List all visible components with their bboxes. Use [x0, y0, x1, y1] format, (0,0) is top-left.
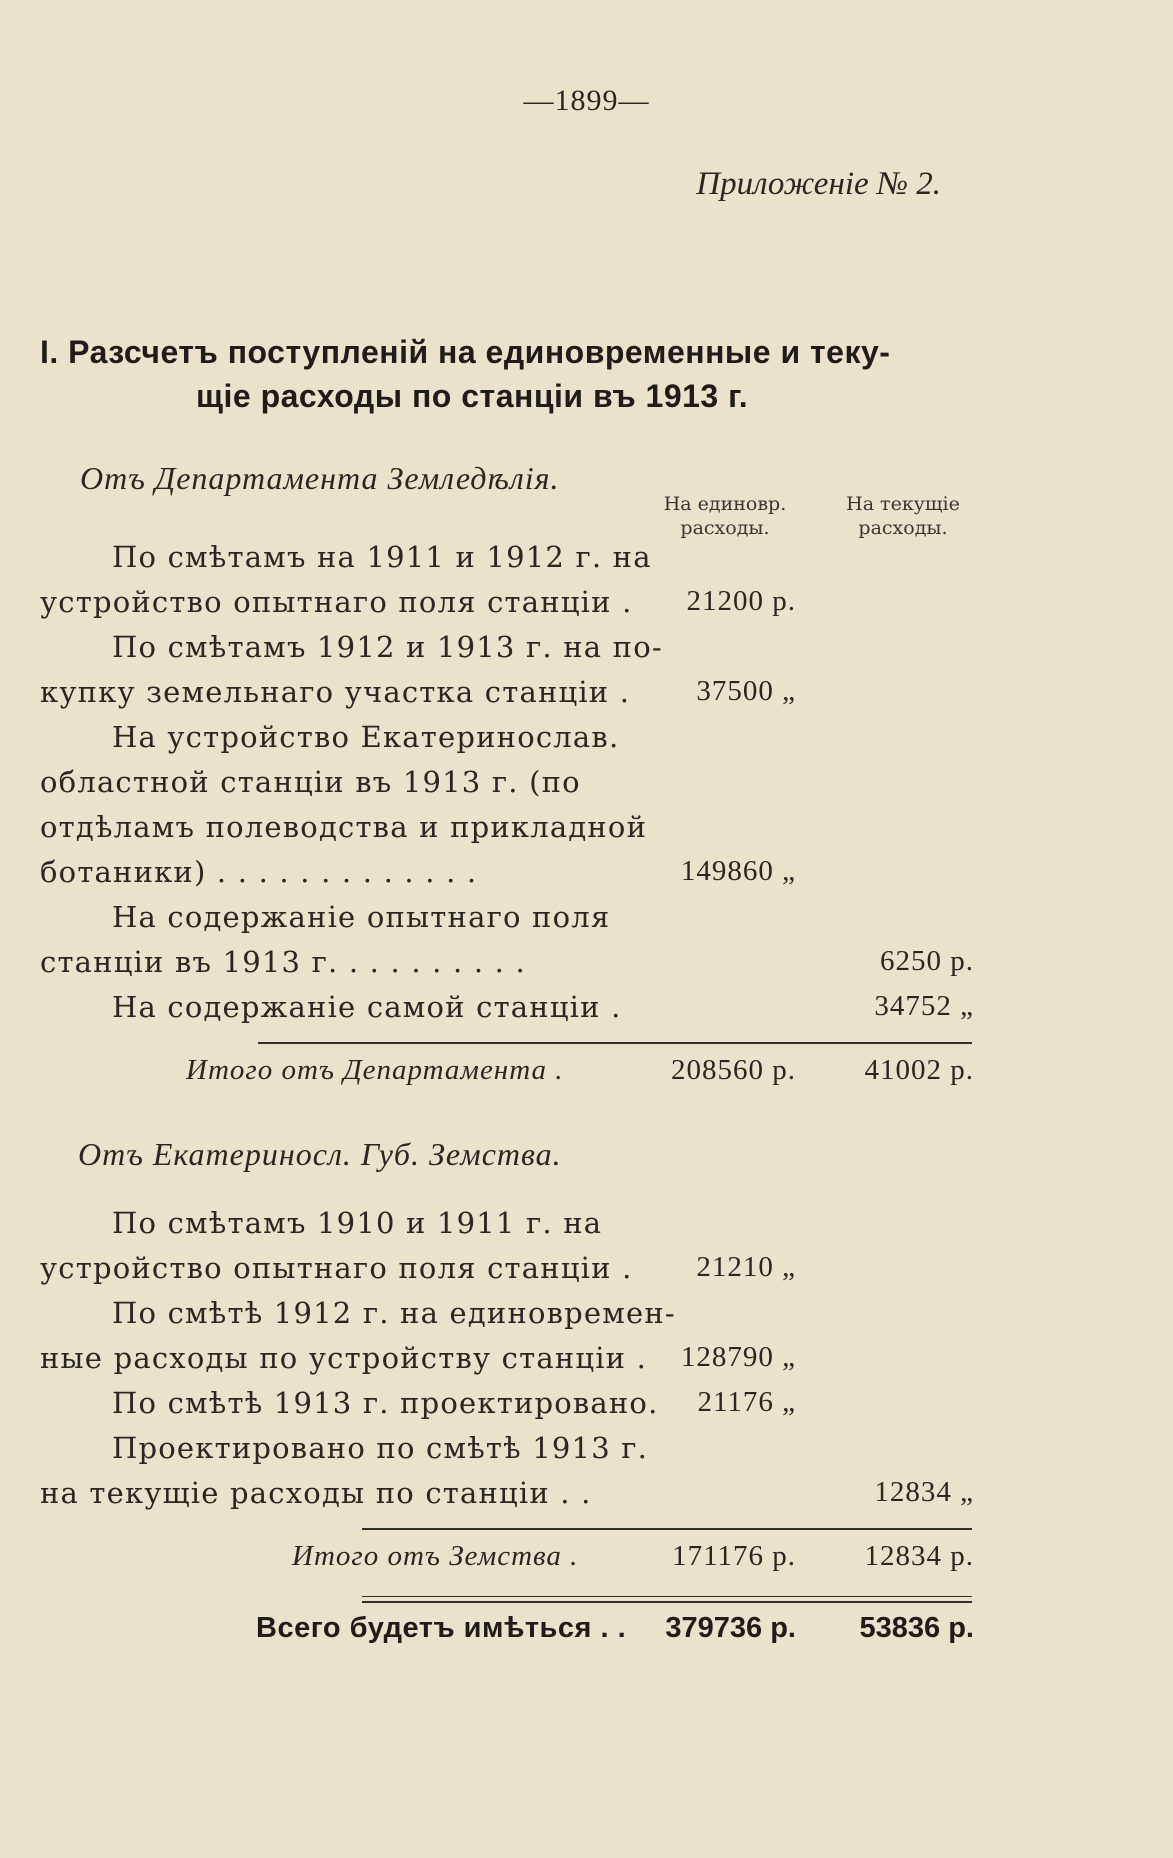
appendix-label: Приложеніе № 2.: [696, 166, 941, 202]
title-line-1: I. Разсчетъ поступленій на единовременные и теку-: [40, 334, 891, 370]
column-header-one-time-line1: На единовр.: [663, 493, 787, 515]
column-header-one-time-line2: расходы.: [680, 517, 770, 539]
zemstvo-line: По смѣтамъ 1910 и 1911 г. на: [112, 1206, 603, 1240]
grand-total-one-time: 379736 р.: [665, 1612, 796, 1644]
department-amount-one-time: 149860 „: [680, 855, 796, 887]
department-amount-current: 6250 р.: [880, 945, 974, 977]
zemstvo-line: ные расходы по устройству станціи .: [40, 1341, 648, 1375]
zemstvo-total-rule: [362, 1528, 972, 1530]
grand-total-rule-top: [362, 1596, 972, 1597]
department-line: устройство опытнаго поля станціи .: [40, 585, 633, 619]
zemstvo-line: устройство опытнаго поля станціи .: [40, 1251, 633, 1285]
zemstvo-amount-one-time: 21176 „: [697, 1386, 796, 1418]
department-line: отдѣламъ полеводства и прикладной: [40, 810, 648, 844]
zemstvo-heading: Отъ Екатериносл. Губ. Земства.: [78, 1136, 562, 1172]
zemstvo-total-current: 12834 р.: [864, 1540, 974, 1572]
title-line-2: щіе расходы по станціи въ 1913 г.: [196, 378, 749, 414]
zemstvo-line: По смѣтѣ 1912 г. на единовремен-: [112, 1296, 676, 1330]
zemstvo-line: на текущіе расходы по станціи . .: [40, 1476, 592, 1510]
department-line: станціи въ 1913 г. . . . . . . . . .: [40, 945, 526, 979]
zemstvo-total-label: Итого отъ Земства .: [292, 1540, 579, 1572]
department-total-current: 41002 р.: [864, 1054, 974, 1086]
zemstvo-total-one-time: 171176 р.: [672, 1540, 796, 1572]
department-total-one-time: 208560 р.: [671, 1054, 796, 1086]
department-line: купку земельнаго участка станціи .: [40, 675, 631, 709]
grand-total-rule-bottom: [362, 1601, 972, 1603]
department-amount-current: 34752 „: [874, 990, 974, 1022]
department-line: На содержаніе опытнаго поля: [112, 900, 611, 934]
grand-total-label: Всего будетъ имѣться . .: [256, 1612, 627, 1644]
grand-total-current: 53836 р.: [859, 1612, 974, 1644]
zemstvo-amount-current: 12834 „: [874, 1476, 974, 1508]
column-header-current-line1: На текущіе: [846, 493, 960, 515]
department-total-label: Итого отъ Департамента .: [186, 1054, 564, 1086]
column-header-current-line2: расходы.: [858, 517, 948, 539]
department-line: На содержаніе самой станціи .: [112, 990, 622, 1024]
department-line: На устройство Екатеринослав.: [112, 720, 620, 754]
column-header-current: [832, 492, 974, 540]
department-total-rule: [258, 1042, 972, 1044]
zemstvo-line: По смѣтѣ 1913 г. проектировано.: [112, 1386, 659, 1420]
zemstvo-line: Проектировано по смѣтѣ 1913 г.: [112, 1431, 649, 1465]
zemstvo-amount-one-time: 21210 „: [696, 1251, 796, 1283]
department-line: По смѣтамъ на 1911 и 1912 г. на: [112, 540, 652, 574]
department-line: По смѣтамъ 1912 и 1913 г. на по-: [112, 630, 663, 664]
column-header-one-time: [654, 492, 796, 540]
department-line: ботаники) . . . . . . . . . . . . .: [40, 855, 478, 889]
department-amount-one-time: 37500 „: [696, 675, 796, 707]
zemstvo-amount-one-time: 128790 „: [680, 1341, 796, 1373]
page-number: —1899—: [523, 84, 650, 117]
department-heading: Отъ Департамента Земледѣлія.: [80, 460, 560, 496]
department-line: областной станціи въ 1913 г. (по: [40, 765, 581, 799]
department-amount-one-time: 21200 р.: [686, 585, 796, 617]
